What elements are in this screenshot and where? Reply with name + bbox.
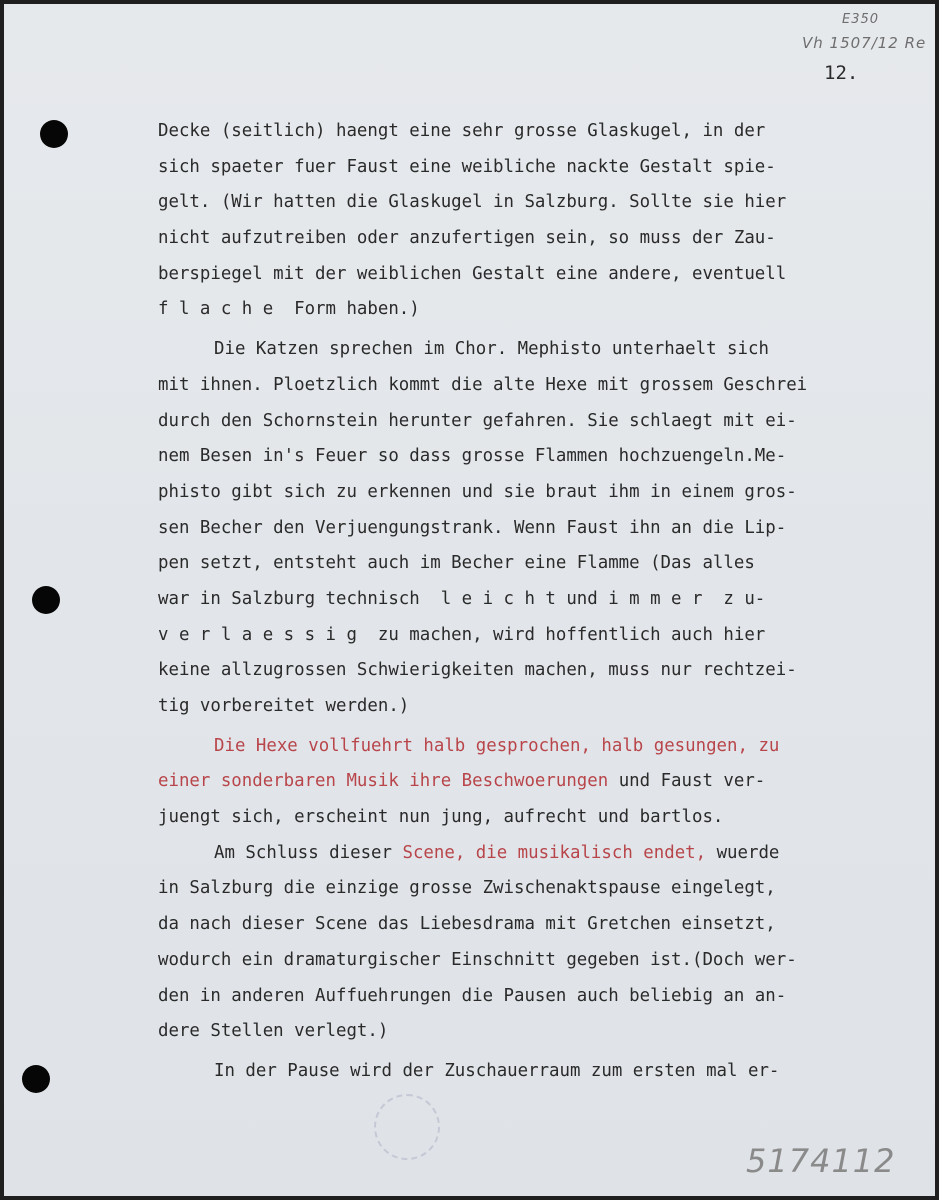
text-line: tig vorbereitet werden.) xyxy=(158,696,410,716)
text-line: sen Becher den Verjuengungstrank. Wenn Faust ihn an die Lip- xyxy=(158,517,787,538)
archive-footer-code: 5174112 xyxy=(746,1142,896,1180)
text-line: nem Besen in's Feuer so dass grosse Flammen hochzuengeln.Me- xyxy=(158,446,787,467)
text-line: mit ihnen. Ploetzlich kommt die alte Hexe mit grossem Geschrei xyxy=(158,374,808,395)
text-line: einer sonderbaren Musik ihre Beschwoerungen und Faust ver- xyxy=(158,771,766,792)
paragraph-start-line: Am Schluss dieser Scene, die musikalisch endet, wuerde xyxy=(214,842,780,863)
text-line: da nach dieser Scene das Liebesdrama mit Gretchen einsetzt, xyxy=(158,914,776,935)
paragraph-start-line: Die Katzen sprechen im Chor. Mephisto unterhaelt sich xyxy=(214,339,769,360)
faded-stamp xyxy=(374,1094,440,1160)
paragraph-start-line: In der Pause wird der Zuschauerraum zum ersten mal er- xyxy=(214,1060,780,1081)
text-line: juengt sich, erscheint nun jung, aufrecht und bartlos. xyxy=(158,807,724,828)
document-page xyxy=(4,4,935,1196)
text-line: war in Salzburg technisch l e i c h t und i m m e r z u- xyxy=(158,588,766,609)
text-line: wodurch ein dramaturgischer Einschnitt gegeben ist.(Doch wer- xyxy=(158,949,797,970)
text-line: gelt. (Wir hatten die Glaskugel in Salzburg. Sollte sie hier xyxy=(158,192,787,213)
text-line: berspiegel mit der weiblichen Gestalt eine andere, eventuell xyxy=(158,263,787,284)
text-line: keine allzugrossen Schwierigkeiten machen, muss nur rechtzei- xyxy=(158,660,797,681)
text-line: nicht aufzutreiben oder anzufertigen sein, so muss der Zau- xyxy=(158,228,776,249)
page-number: 12. xyxy=(824,62,859,84)
text-line: durch den Schornstein herunter gefahren. Sie schlaegt mit ei- xyxy=(158,410,797,431)
archive-code-top: E350 xyxy=(842,12,880,27)
text-line: in Salzburg die einzige grosse Zwischenaktspause eingelegt, xyxy=(158,878,776,899)
text-line: Decke (seitlich) haengt eine sehr grosse Glaskugel, in der xyxy=(158,121,766,141)
punch-hole-bottom xyxy=(22,1065,50,1093)
text-line: sich spaeter fuer Faust eine weibliche nackte Gestalt spie- xyxy=(158,156,776,177)
text-line: dere Stellen verlegt.) xyxy=(158,1021,389,1042)
punch-hole-middle xyxy=(32,586,60,614)
text-line: phisto gibt sich zu erkennen und sie braut ihm in einem gros- xyxy=(158,481,797,502)
punch-hole-top xyxy=(40,120,68,148)
text-line: pen setzt, entsteht auch im Becher eine Flamme (Das alles xyxy=(158,553,755,574)
paragraph-start-line: Die Hexe vollfuehrt halb gesprochen, halb gesungen, zu xyxy=(214,735,780,756)
typed-text-body xyxy=(158,114,918,1090)
text-line: v e r l a e s s i g zu machen, wird hoffentlich auch hier xyxy=(158,624,766,645)
text-line: den in anderen Auffuehrungen die Pausen auch beliebig an an- xyxy=(158,985,787,1006)
archive-reference: Vh 1507/12 Re xyxy=(802,34,927,52)
text-line: f l a c h e Form haben.) xyxy=(158,299,420,320)
